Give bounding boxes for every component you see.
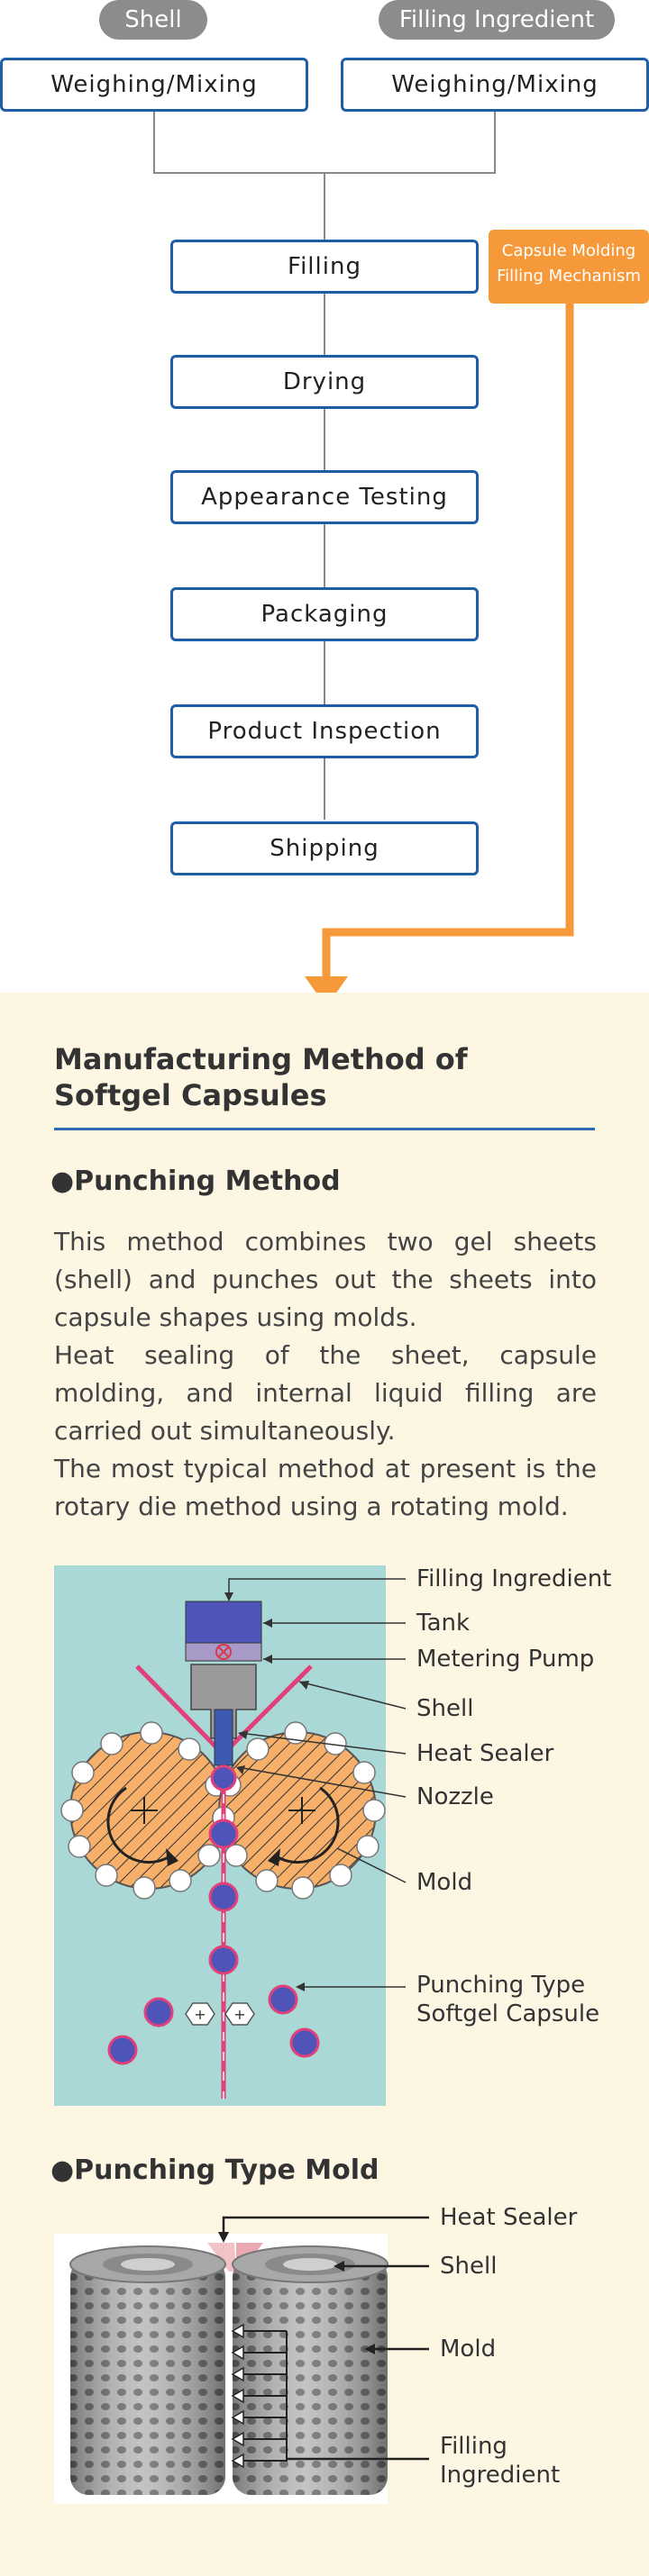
step-shipping: Shipping [170, 821, 479, 875]
svg-text:+: + [194, 2006, 206, 2023]
label-mold-shell: Shell [440, 2253, 498, 2280]
nozzle-tip [215, 1710, 233, 1765]
step-packaging: Packaging [170, 587, 479, 641]
paragraph-1: This method combines two gel sheets (shell) and punches out the sheets into capsule shapes using molds. [54, 1227, 597, 1332]
rotary-die-diagram [0, 1558, 649, 2117]
tank [186, 1601, 261, 1643]
punching-method-heading: ●Punching Method [50, 1166, 341, 1197]
svg-text:+: + [233, 2006, 246, 2023]
capsule-molding-box [489, 230, 649, 304]
label-mold-filling-line2: Ingredient [440, 2462, 561, 2489]
section-title [54, 1041, 595, 1113]
label-shell: Shell [416, 1695, 474, 1722]
filling-weighing-box: Weighing/Mixing [341, 58, 649, 112]
label-tank: Tank [416, 1610, 471, 1637]
paragraph-2: Heat sealing of the sheet, capsule molding, and internal liquid filling are carried out simultaneously. [54, 1340, 597, 1446]
label-punching-capsule-line1: Punching Type [416, 1972, 586, 1999]
label-punching-capsule [416, 1971, 599, 2028]
step-filling: Filling [170, 240, 479, 294]
label-heat-sealer: Heat Sealer [416, 1740, 554, 1767]
section-title-line1: Manufacturing Method of [54, 1042, 468, 1076]
label-filling-ingredient: Filling Ingredient [416, 1565, 612, 1592]
section-title-line2: Softgel Capsules [54, 1078, 327, 1112]
shell-weighing-box: Weighing/Mixing [0, 58, 308, 112]
label-mold-filling-line1: Filling [440, 2433, 507, 2460]
capsule-molding-line2: Filling Mechanism [497, 267, 641, 286]
label-mold-filling [440, 2432, 560, 2490]
label-mold-heat-sealer: Heat Sealer [440, 2204, 578, 2231]
label-nozzle: Nozzle [416, 1783, 494, 1810]
label-mold: Mold [416, 1869, 473, 1896]
step-product-inspection: Product Inspection [170, 704, 479, 758]
shell-pill: Shell [99, 0, 207, 40]
punching-mold-heading: ●Punching Type Mold [50, 2154, 379, 2186]
paragraph-3: The most typical method at present is the rotary die method using a rotating mold. [54, 1454, 597, 1521]
step-drying: Drying [170, 355, 479, 409]
step-appearance-testing: Appearance Testing [170, 470, 479, 524]
label-punching-capsule-line2: Softgel Capsule [416, 2000, 600, 2027]
method-description [54, 1223, 597, 1526]
title-rule [54, 1128, 595, 1130]
capsule-molding-line1: Capsule Molding [501, 241, 636, 260]
filling-ingredient-pill: Filling Ingredient [379, 0, 615, 40]
label-metering-pump: Metering Pump [416, 1646, 595, 1673]
label-mold-mold: Mold [440, 2336, 497, 2363]
